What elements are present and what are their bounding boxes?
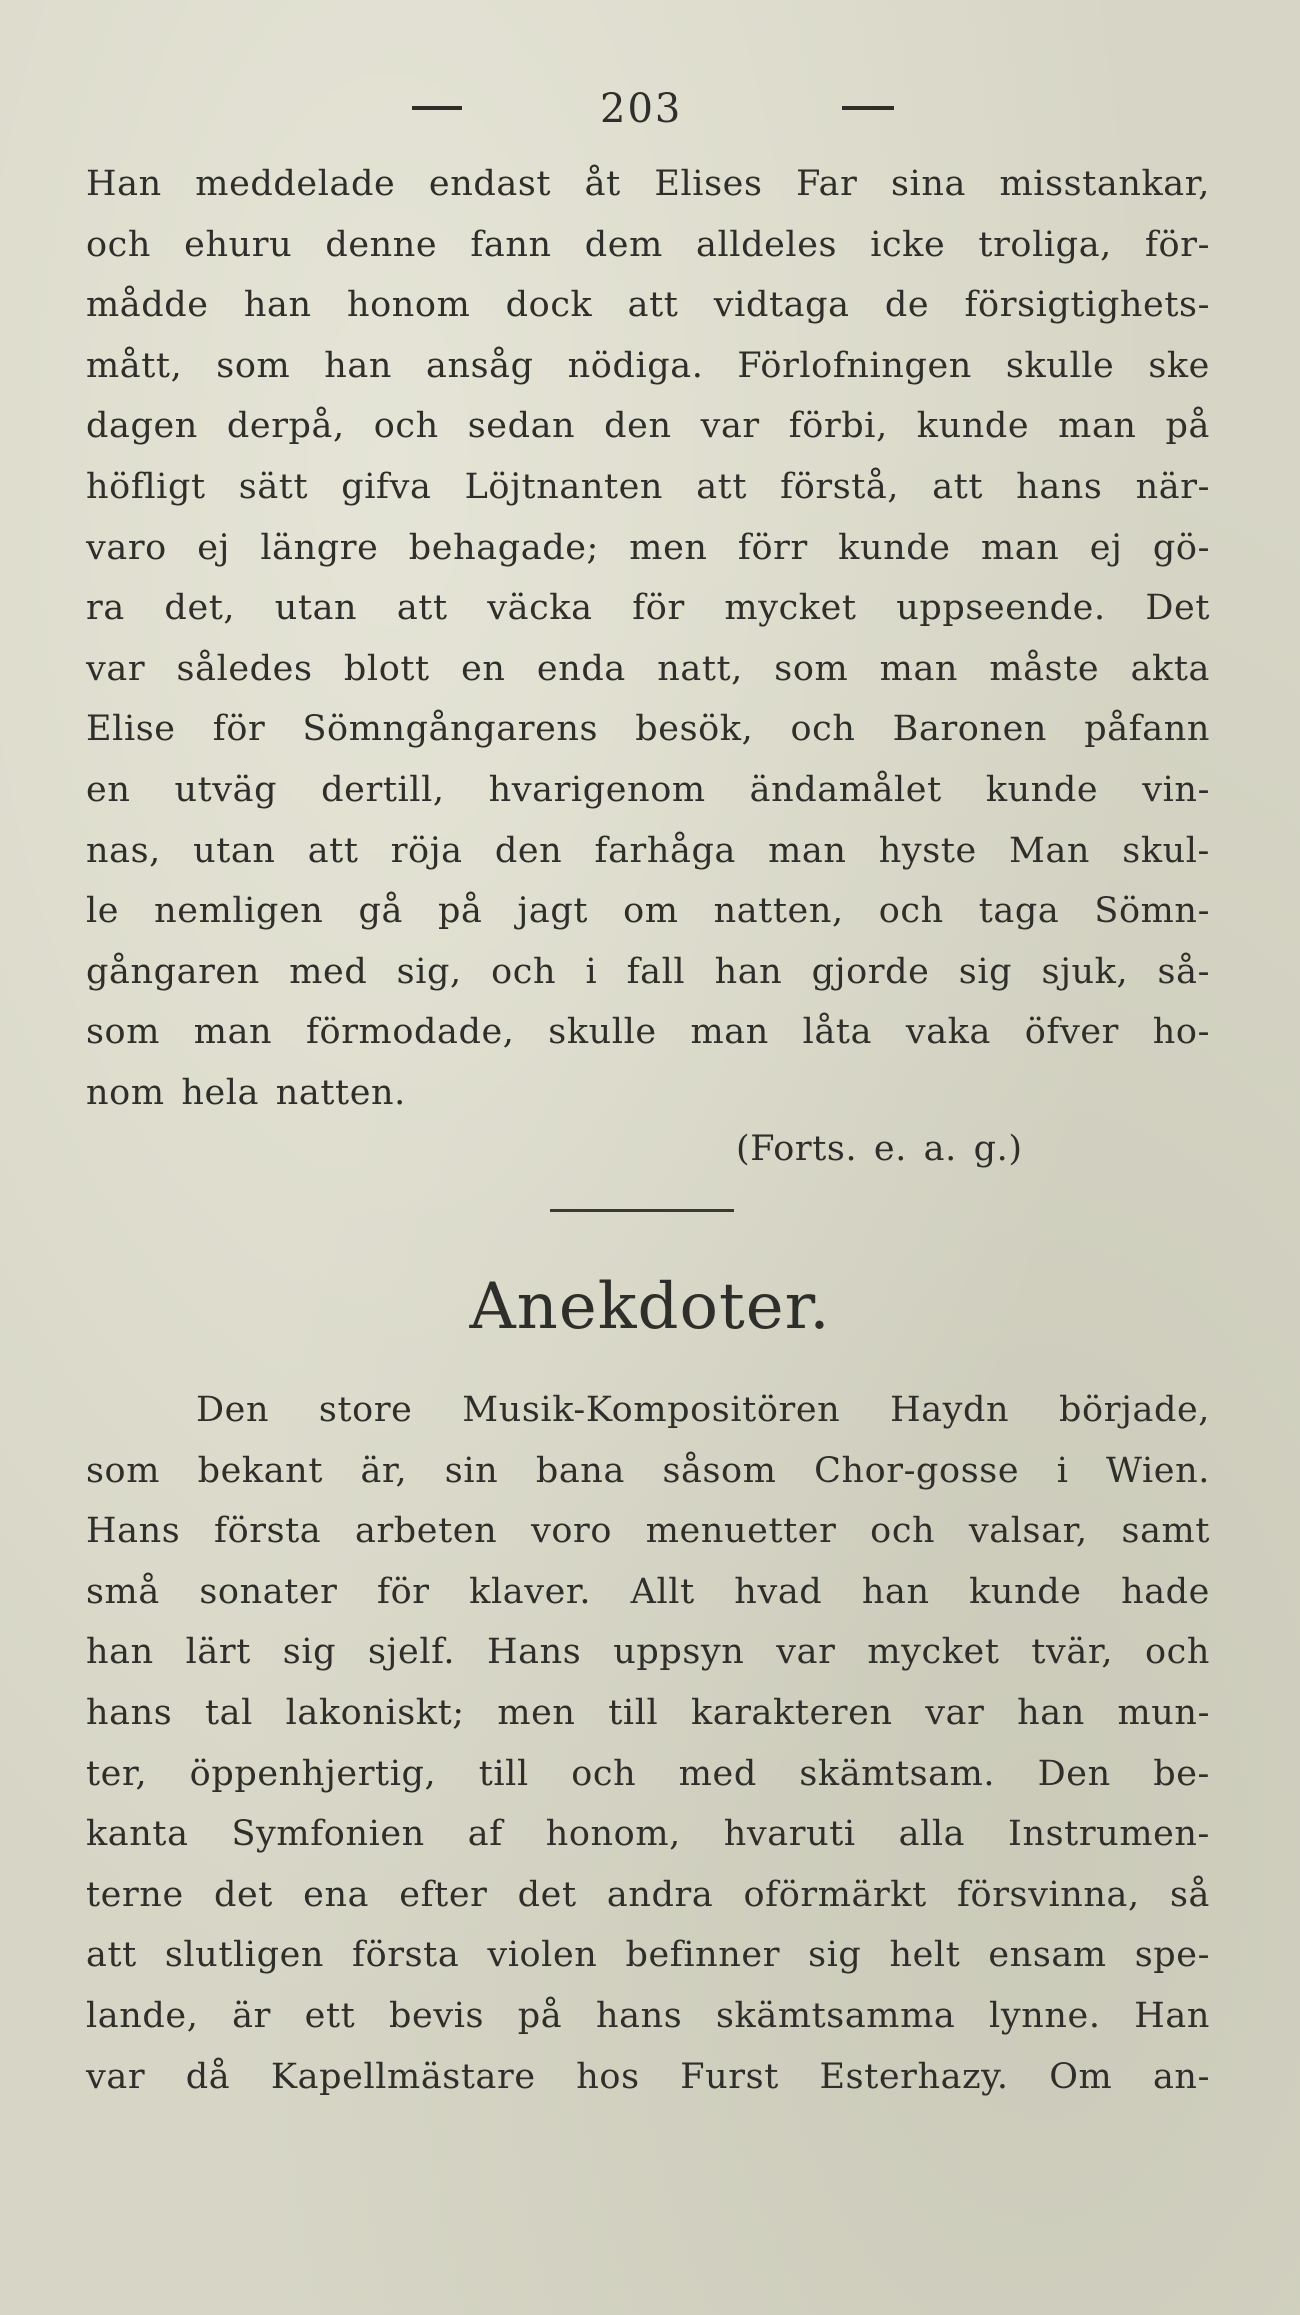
page-header [0,86,1300,136]
anecdote-line: lande, är ett bevis på hans skämtsamma lynne. Han [86,1995,1210,2036]
anecdote-line: var då Kapellmästare hos Furst Esterhazy. Om an- [86,2056,1210,2097]
anecdote-line: Hans första arbeten voro menuetter och valsar, samt [86,1511,1210,1552]
story-line: var således blott en enda natt, som man måste akta [86,648,1210,689]
anecdote-line: terne det ena efter det andra oförmärkt försvinna, så [86,1874,1210,1915]
story-line: och ehuru denne fann dem alldeles icke troliga, för- [86,224,1210,265]
header-dash-left [412,106,462,110]
story-line: dagen derpå, och sedan den var förbi, kunde man på [86,406,1210,447]
anecdote-line: hans tal lakoniskt; men till karakteren var han mun- [86,1692,1210,1733]
section-divider [550,1209,734,1212]
story-line: en utväg dertill, hvarigenom ändamålet kunde vin- [86,769,1210,810]
story-line: Elise för Sömngångarens besök, och Baronen påfann [86,709,1210,750]
anecdote-line: Den store Musik-Kompositören Haydn började, [196,1390,1210,1430]
story-line: varo ej längre behagade; men förr kunde man ej gö- [86,527,1210,568]
story-line: ra det, utan att väcka för mycket uppseende. Det [86,588,1210,629]
anecdote-line: att slutligen första violen befinner sig helt ensam spe- [86,1935,1210,1976]
story-line: som man förmodade, skulle man låta vaka öfver ho- [86,1012,1210,1053]
story-line: höfligt sätt gifva Löjtnanten att förstå, att hans när- [86,466,1210,507]
anecdote-line: han lärt sig sjelf. Hans uppsyn var mycket tvär, och [86,1632,1210,1673]
story-line: le nemligen gå på jagt om natten, och taga Sömn- [86,891,1210,932]
story-line: gångaren med sig, och i fall han gjorde sig sjuk, så- [86,951,1210,992]
story-line: mådde han honom dock att vidtaga de försigtighets- [86,285,1210,326]
story-text [86,154,1210,1124]
story-line: nom hela natten. [86,1072,406,1113]
anecdote-line: kanta Symfonien af honom, hvaruti alla Instrumen- [86,1814,1210,1855]
story-line: mått, som han ansåg nödiga. Förlofningen skulle ske [86,345,1210,386]
anecdote-text [86,1380,1210,2107]
anecdote-line: som bekant är, sin bana såsom Chor-gosse i Wien. [86,1450,1210,1491]
section-heading: Anekdoter. [469,1270,831,1344]
anecdote-line: ter, öppenhjertig, till och med skämtsam. Den be- [86,1753,1210,1794]
continuation-note: (Forts. e. a. g.) [736,1129,1023,1169]
header-dash-right [842,106,894,110]
page-number: 203 [600,86,683,132]
story-line: nas, utan att röja den farhåga man hyste Man skul- [86,830,1210,871]
story-line: Han meddelade endast åt Elises Far sina misstankar, [86,164,1210,204]
anecdote-line: små sonater för klaver. Allt hvad han kunde hade [86,1571,1210,1612]
